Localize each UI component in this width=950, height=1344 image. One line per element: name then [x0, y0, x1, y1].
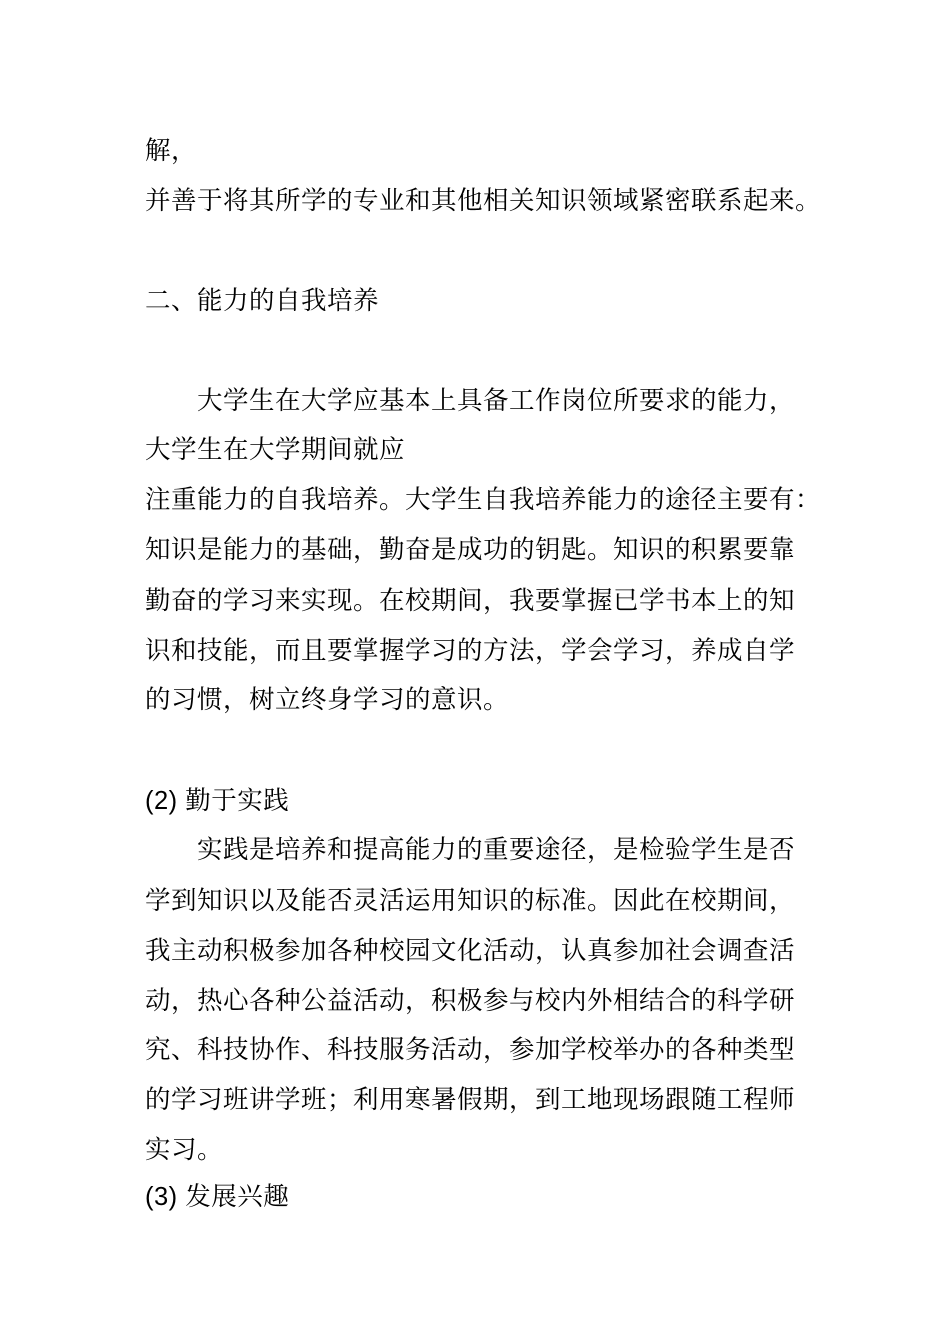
paragraph-line: 实习。: [145, 1135, 224, 1165]
paragraph-line: 识和技能，而且要掌握学习的方法，学会学习，养成自学: [145, 636, 796, 666]
paragraph-line: 的习惯，树立终身学习的意识。: [145, 685, 510, 715]
paragraph-line: 大学生在大学期间就应: [145, 435, 406, 465]
paragraph-line: 究、科技协作、科技服务活动，参加学校举办的各种类型: [145, 1035, 796, 1065]
text-line: 并善于将其所学的专业和其他相关知识领域紧密联系起来。: [145, 186, 822, 216]
paragraph-line: 学到知识以及能否灵活运用知识的标准。因此在校期间，: [145, 886, 796, 916]
paragraph-line: 注重能力的自我培养。大学生自我培养能力的途径主要有：: [145, 485, 822, 515]
section-heading: 二、能力的自我培养: [145, 286, 380, 316]
subsection-heading: (3) 发展兴趣: [145, 1183, 290, 1211]
paragraph-line: 大学生在大学应基本上具备工作岗位所要求的能力，: [145, 386, 796, 416]
paragraph-line: 的学习班讲学班；利用寒暑假期，到工地现场跟随工程师: [145, 1085, 796, 1115]
paragraph-line: 勤奋的学习来实现。在校期间，我要掌握已学书本上的知: [145, 586, 796, 616]
paragraph-line: 实践是培养和提高能力的重要途径，是检验学生是否: [145, 835, 796, 865]
paragraph-line: 知识是能力的基础，勤奋是成功的钥匙。知识的积累要靠: [145, 535, 796, 565]
paragraph-line: 动，热心各种公益活动，积极参与校内外相结合的科学研: [145, 986, 796, 1016]
paragraph-line: 我主动积极参加各种校园文化活动，认真参加社会调查活: [145, 936, 796, 966]
subsection-heading: (2) 勤于实践: [145, 787, 290, 815]
text-line: 解，: [145, 136, 198, 166]
